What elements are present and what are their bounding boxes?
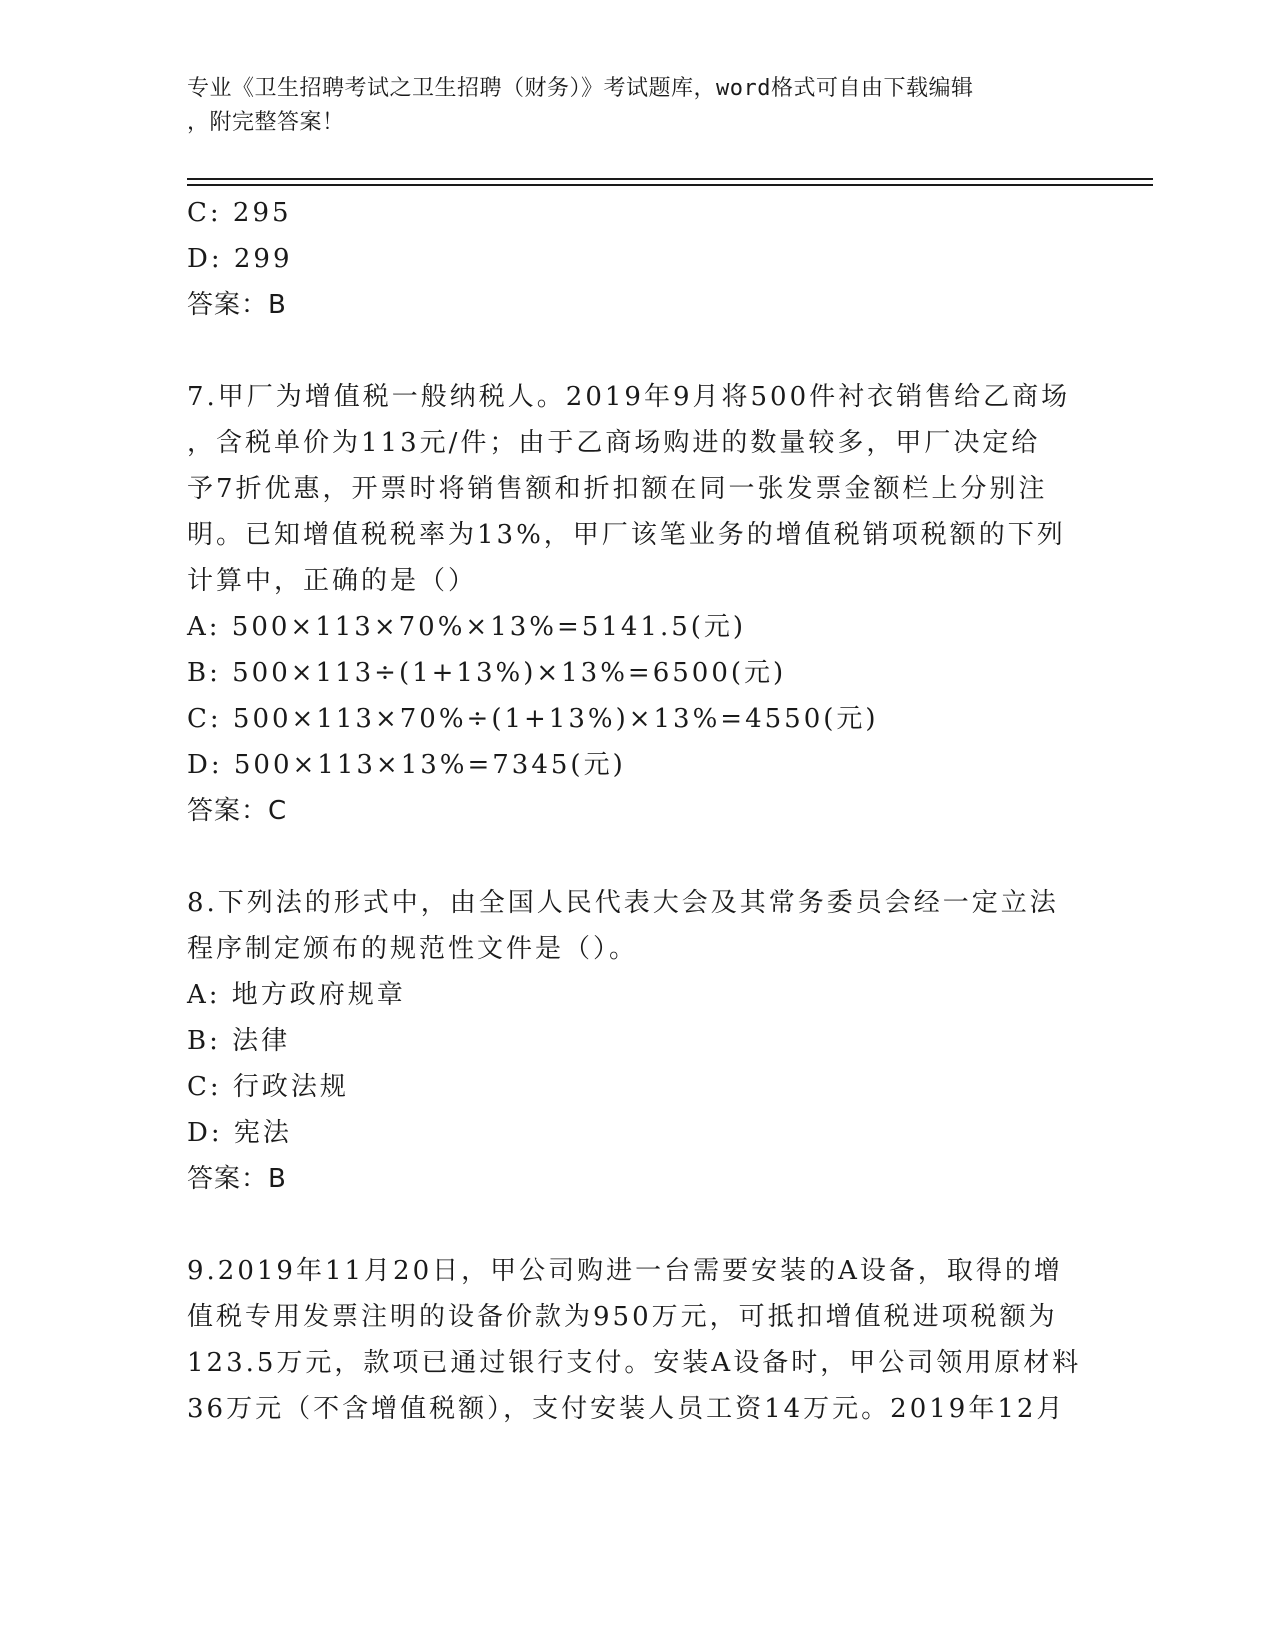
option-a: A: 地方政府规章 <box>187 980 406 1010</box>
option-b: B: 法律 <box>187 1026 291 1056</box>
question-8 <box>187 880 1087 1202</box>
header-line-2: ，附完整答案！ <box>187 110 345 135</box>
answer-line: 答案：C <box>187 796 288 826</box>
question-text-line: 明。已知增值税税率为13%，甲厂该笔业务的增值税销项税额的下列 <box>187 520 1066 550</box>
question-text-line: 9.2019年11月20日，甲公司购进一台需要安装的A设备，取得的增 <box>187 1256 1063 1286</box>
option-a: A: 500×113×70%×13%=5141.5(元) <box>187 612 747 642</box>
question-text-line: 值税专用发票注明的设备价款为950万元，可抵扣增值税进项税额为 <box>187 1302 1058 1332</box>
question-text-line: 予7折优惠，开票时将销售额和折扣额在同一张发票金额栏上分别注 <box>187 474 1048 504</box>
question-text-line: 程序制定颁布的规范性文件是（）。 <box>187 934 639 964</box>
spacer <box>187 834 1087 880</box>
option-c: C: 行政法规 <box>187 1072 349 1102</box>
header-line-1: 专业《卫生招聘考试之卫生招聘（财务）》考试题库，word格式可自由下载编辑 <box>187 76 974 101</box>
previous-question-tail <box>187 190 1087 328</box>
option-c: C: 500×113×70%÷(1+13%)×13%=4550(元) <box>187 704 879 734</box>
question-text-line: ，含税单价为113元/件；由于乙商场购进的数量较多，甲厂决定给 <box>187 428 1041 458</box>
answer-line: 答案：B <box>187 290 287 320</box>
header-rule-top <box>187 178 1153 180</box>
spacer <box>187 1202 1087 1248</box>
option-d: D: 299 <box>187 244 293 274</box>
question-9 <box>187 1248 1087 1432</box>
option-d: D: 宪法 <box>187 1118 292 1148</box>
header-rule-bottom <box>187 184 1153 186</box>
spacer <box>187 328 1087 374</box>
answer-line: 答案：B <box>187 1164 287 1194</box>
question-text-line: 计算中，正确的是（） <box>187 566 478 596</box>
question-text-line: 7.甲厂为增值税一般纳税人。2019年9月将500件衬衣销售给乙商场 <box>187 382 1071 412</box>
question-7 <box>187 374 1087 834</box>
option-c: C: 295 <box>187 198 292 228</box>
document-body <box>187 190 1087 1432</box>
question-text-line: 8.下列法的形式中，由全国人民代表大会及其常务委员会经一定立法 <box>187 888 1059 918</box>
question-text-line: 123.5万元，款项已通过银行支付。安装A设备时，甲公司领用原材料 <box>187 1348 1082 1378</box>
option-b: B: 500×113÷(1+13%)×13%=6500(元) <box>187 658 787 688</box>
option-d: D: 500×113×13%=7345(元) <box>187 750 626 780</box>
question-text-line: 36万元（不含增值税额），支付安装人员工资14万元。2019年12月 <box>187 1394 1066 1424</box>
document-header <box>187 72 1067 140</box>
